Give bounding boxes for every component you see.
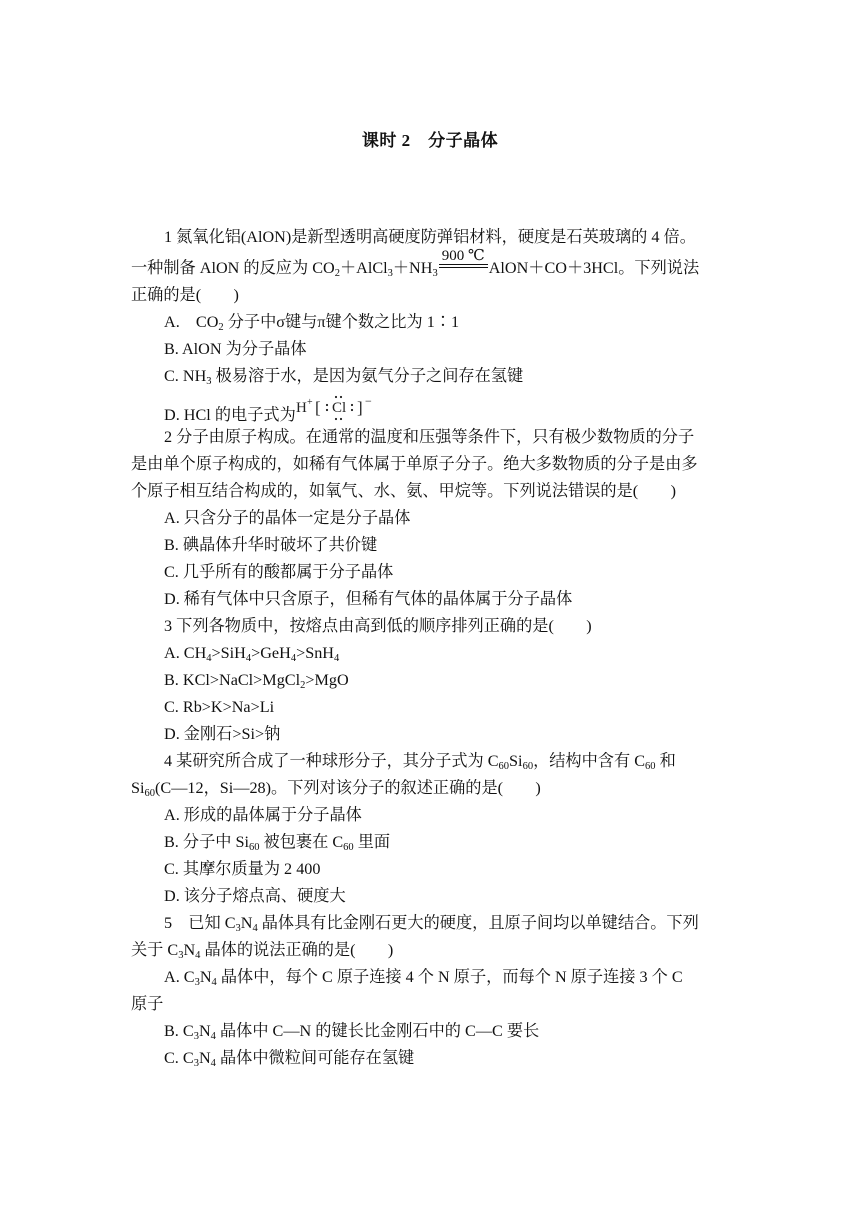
q5-stem-line-2: 关于 $C_3N_4$ 晶体的说法正确的是( ) <box>131 941 394 961</box>
q1-option-c: C. $NH_3$ 极易溶于水，是因为氨气分子之间存在氢键 <box>164 367 524 387</box>
q5-option-a: A. $C_3N_4$ 晶体中，每个 C 原子连接 4 个 N 原子，而每个 N 原子连接 3 个 C <box>164 968 683 988</box>
question-4 <box>131 748 731 910</box>
svg-text:]: ] <box>356 398 363 417</box>
q3-option-d: D. 金刚石>Si>钠 <box>164 725 281 743</box>
q1-option-b: B. AlON 为分子晶体 <box>164 340 307 358</box>
reaction-condition: 900 ℃ <box>439 259 488 275</box>
q3-option-a: A. $CH_4>SiH_4>GeH_4>SnH_4$ <box>164 644 340 664</box>
q1-option-a: A. $CO_2$ 分子中σ键与π键个数之比为 1∶1 <box>164 313 460 333</box>
q4-option-d: D. 该分子熔点高、硬度大 <box>164 887 346 905</box>
svg-text:H: H <box>295 400 307 416</box>
question-2 <box>131 424 731 613</box>
q1-stem-line-3: 正确的是( ) <box>131 286 239 304</box>
q4-option-b: B. 分子中 $Si_{60}$ 被包裹在 $C_{60}$ 里面 <box>164 833 391 853</box>
q4-stem-line-2: $Si_{60}(C—12$，Si—28)。下列对该分子的叙述正确的是( ) <box>131 779 541 799</box>
question-5 <box>131 910 731 1072</box>
svg-text:+: + <box>306 397 313 408</box>
q3-option-b: B. KCl>NaCl>MgCl$_2$>MgO <box>164 671 349 691</box>
q2-stem-line-1: 2 分子由原子构成。在通常的温度和压强等条件下，只有极少数物质的分子 <box>164 428 695 446</box>
q2-stem-line-3: 个原子相互结合构成的，如氧气、水、氨、甲烷等。下列说法错误的是( ) <box>131 482 676 500</box>
q5-option-c: C. $C_3N_4$ 晶体中微粒间可能存在氢键 <box>164 1049 415 1069</box>
q3-option-c: C. Rb>K>Na>Li <box>164 698 275 716</box>
q4-option-c: C. 其摩尔质量为 2 400 <box>164 860 321 878</box>
q1-stem-line-1: 1 氮氧化铝(AlON)是新型透明高硬度防弹铝材料，硬度是石英玻璃的 4 倍。 <box>164 228 696 246</box>
q4-option-a: A. 形成的晶体属于分子晶体 <box>164 806 362 824</box>
q4-stem-line-1: 4 某研究所合成了一种球形分子，其分子式为 $C_{60}Si_{60}$，结构中含有 $C_{60}$ 和 <box>164 752 676 772</box>
q5-option-b: B. $C_3N_4$ 晶体中 C—N 的键长比金刚石中的 C—C 要长 <box>164 1022 540 1042</box>
q1-stem-line-2: 一种制备 AlON 的反应为 $CO_2+AlCl_3+NH_3$ 900 ℃ AlON＋CO＋3HCl。下列说法 <box>131 248 700 279</box>
q2-option-b: B. 碘晶体升华时破坏了共价键 <box>164 536 378 554</box>
q1-option-d: D. HCl 的电子式为 H + [ Cl ] − <box>131 394 731 424</box>
q2-option-c: C. 几乎所有的酸都属于分子晶体 <box>164 563 394 581</box>
question-1 <box>131 224 731 424</box>
svg-text:[: [ <box>314 398 321 417</box>
question-3 <box>131 613 731 748</box>
svg-text:−: − <box>364 394 372 408</box>
q2-option-d: D. 稀有气体中只含原子，但稀有气体的晶体属于分子晶体 <box>164 590 573 608</box>
electron-formula-drawing <box>296 394 400 424</box>
svg-text:Cl: Cl <box>331 400 346 416</box>
page-title: 课时 2 分子晶体 <box>361 131 499 150</box>
q5-option-a-line-2: 原子 <box>131 995 164 1013</box>
q2-stem-line-2: 是由单个原子构成的，如稀有气体属于单原子分子。绝大多数物质的分子是由多 <box>131 455 698 473</box>
question-list <box>131 224 731 1072</box>
q2-option-a: A. 只含分子的晶体一定是分子晶体 <box>164 509 411 527</box>
q3-stem: 3 下列各物质中，按熔点由高到低的顺序排列正确的是( ) <box>164 617 592 635</box>
q5-stem-line-1: 5 已知 $C_3N_4$ 晶体具有比金刚石更大的硬度，且原子间均以单键结合。下列 <box>164 914 699 934</box>
